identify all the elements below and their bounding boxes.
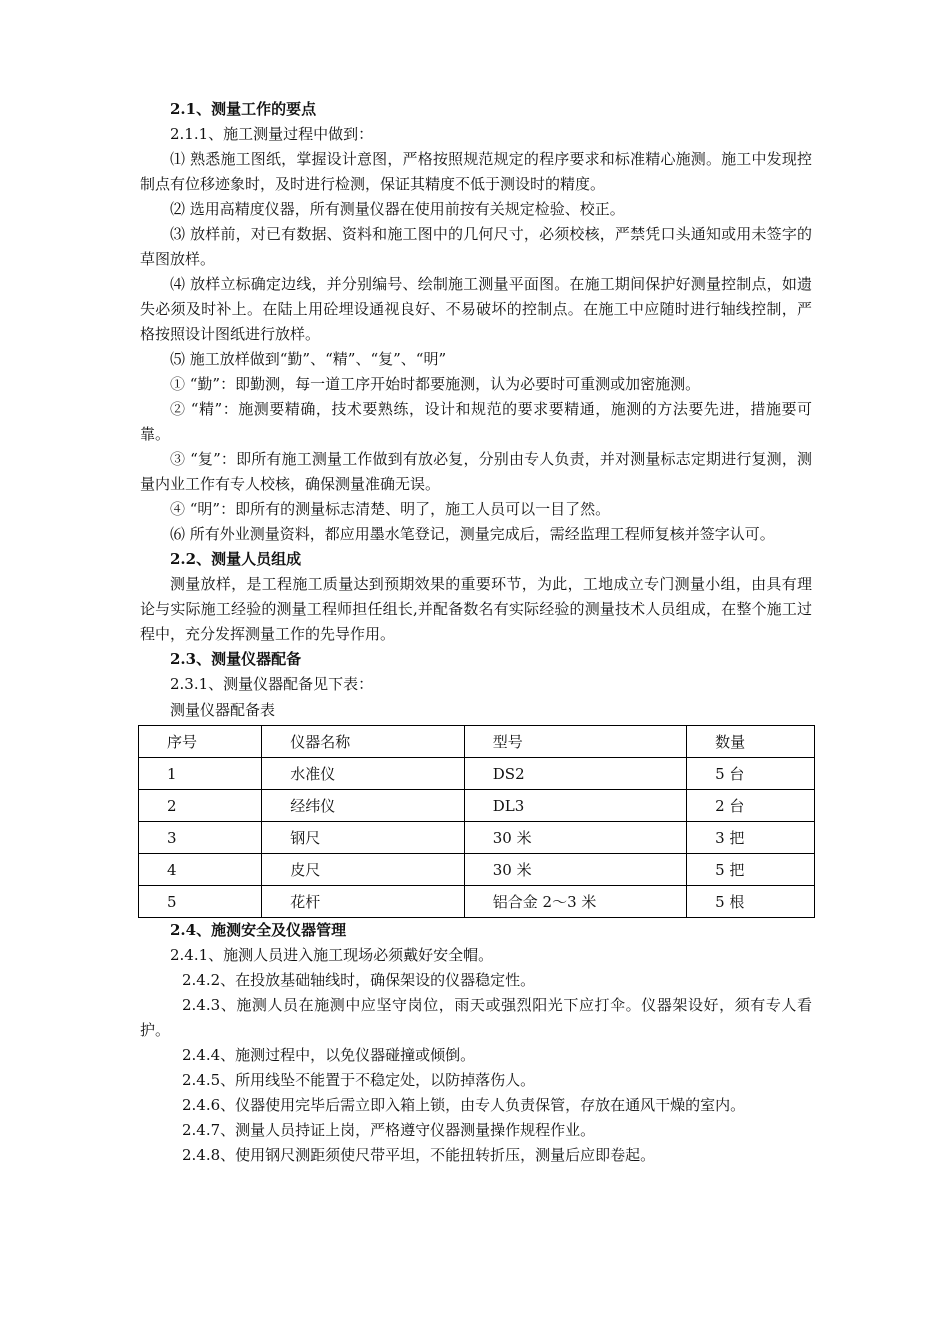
list-item: ⑵ 选用高精度仪器，所有测量仪器在使用前按有关规定检验、校正。 [170, 200, 625, 218]
table-cell: 4 [139, 854, 262, 886]
list-item: ⑶ 放样前，对已有数据、资料和施工图中的几何尺寸，必须校核，严禁凭口头通知或用未签字的草图放样。 [140, 225, 812, 268]
table-row [139, 854, 815, 886]
document-page [140, 97, 812, 1168]
list-item: 2.4.5、所用线坠不能置于不稳定处，以防掉落伤人。 [182, 1071, 536, 1089]
table-cell: 30 米 [464, 854, 686, 886]
list-item: ① “勤”：即勤测，每一道工序开始时都要施测，认为必要时可重测或加密施测。 [170, 375, 701, 393]
list-item: ⑸ 施工放样做到“勤”、“精”、“复”、“明” [170, 350, 447, 368]
table-row [139, 758, 815, 790]
list-item: ④ “明”：即所有的测量标志清楚、明了，施工人员可以一目了然。 [170, 500, 611, 518]
list-item: 2.4.8、使用钢尺测距须使尺带平坦，不能扭转折压，测量后应即卷起。 [182, 1146, 656, 1164]
table-row [139, 886, 815, 918]
table-cell: 皮尺 [262, 854, 465, 886]
list-item: 2.4.6、仪器使用完毕后需立即入箱上锁，由专人负责保管，存放在通风干燥的室内。 [182, 1096, 746, 1114]
subsection-2-1-1: 2.1.1、施工测量过程中做到： [170, 125, 374, 143]
table-cell: 花杆 [262, 886, 465, 918]
table-cell: 钢尺 [262, 822, 465, 854]
list-item: 2.4.2、在投放基础轴线时，确保架设的仪器稳定性。 [182, 971, 536, 989]
table-cell: 3 [139, 822, 262, 854]
table-cell: 铝合金 2～3 米 [464, 886, 686, 918]
table-cell: 2 台 [687, 790, 815, 822]
table-row [139, 822, 815, 854]
section-heading-2-2: 2.2、测量人员组成 [170, 550, 302, 568]
instrument-table [138, 725, 815, 918]
list-item: ⑴ 熟悉施工图纸，掌握设计意图，严格按照规范规定的程序要求和标准精心施测。施工中发现控制点有位移迹象时，及时进行检测，保证其精度不低于测设时的精度。 [140, 150, 812, 193]
table-cell: 30 米 [464, 822, 686, 854]
table-cell: 经纬仪 [262, 790, 465, 822]
table-header-cell: 型号 [464, 726, 686, 758]
table-header-cell: 序号 [139, 726, 262, 758]
table-header-cell: 仪器名称 [262, 726, 465, 758]
table-cell: 水准仪 [262, 758, 465, 790]
list-item: ⑷ 放样立标确定边线，并分别编号、绘制施工测量平面图。在施工期间保护好测量控制点，如遗失必须及时补上。在陆上用砼埋设通视良好、不易破坏的控制点。在施工中应随时进行轴线控制，严格按照设计图纸进行放样。 [140, 275, 812, 343]
list-item: 2.4.7、测量人员持证上岗，严格遵守仪器测量操作规程作业。 [182, 1121, 596, 1139]
subsection-2-3-1: 2.3.1、测量仪器配备见下表： [170, 675, 374, 693]
table-header-row [139, 726, 815, 758]
table-row [139, 790, 815, 822]
list-item: ⑹ 所有外业测量资料，都应用墨水笔登记，测量完成后，需经监理工程师复核并签字认可。 [170, 525, 775, 543]
list-item: 2.4.4、施测过程中，以免仪器碰撞或倾倒。 [182, 1046, 476, 1064]
list-item: ② “精”：施测要精确，技术要熟练，设计和规范的要求要精通，施测的方法要先进，措施要可靠。 [140, 400, 812, 443]
table-cell: 2 [139, 790, 262, 822]
table-caption: 测量仪器配备表 [170, 701, 276, 719]
table-cell: 5 根 [687, 886, 815, 918]
section-heading-2-1: 2.1、测量工作的要点 [170, 100, 317, 118]
table-cell: DS2 [464, 758, 686, 790]
table-header-cell: 数量 [687, 726, 815, 758]
table-cell: DL3 [464, 790, 686, 822]
table-cell: 5 台 [687, 758, 815, 790]
list-item: ③ “复”：即所有施工测量工作做到有放必复，分别由专人负责，并对测量标志定期进行复测，测量内业工作有专人校核，确保测量准确无误。 [140, 450, 812, 493]
paragraph: 测量放样，是工程施工质量达到预期效果的重要环节，为此，工地成立专门测量小组，由具有理论与实际施工经验的测量工程师担任组长,并配备数名有实际经验的测量技术人员组成，在整个施工过程中，充分发挥测量工作的先导作用。 [140, 575, 812, 643]
section-heading-2-4: 2.4、施测安全及仪器管理 [170, 921, 347, 939]
table-cell: 5 把 [687, 854, 815, 886]
table-cell: 3 把 [687, 822, 815, 854]
section-heading-2-3: 2.3、测量仪器配备 [170, 650, 302, 668]
list-item: 2.4.1、施测人员进入施工现场必须戴好安全帽。 [170, 946, 494, 964]
table-cell: 1 [139, 758, 262, 790]
list-item: 2.4.3、施测人员在施测中应坚守岗位，雨天或强烈阳光下应打伞。仪器架设好，须有专人看护。 [140, 996, 812, 1039]
table-cell: 5 [139, 886, 262, 918]
